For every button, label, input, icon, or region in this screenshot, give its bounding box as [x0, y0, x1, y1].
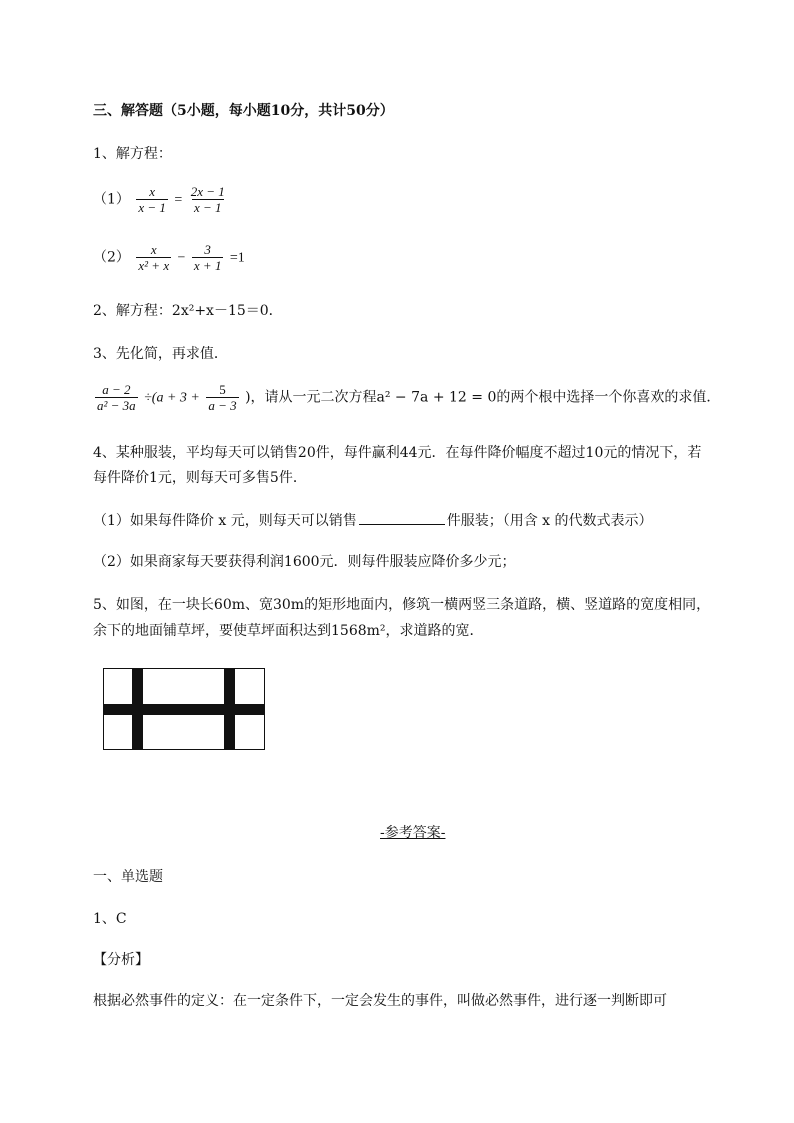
q1-part2-fraction-b — [192, 242, 224, 273]
fraction-numerator: 3 — [204, 242, 211, 257]
q1-part1-lhs-fraction — [136, 184, 168, 215]
fraction-numerator: 5 — [219, 382, 226, 397]
fraction-numerator: 2x − 1 — [190, 184, 225, 199]
q4-sub1-before: （1）如果每件降价 x 元，则每天可以销售 — [93, 513, 357, 529]
fraction-denominator: a² − 3a — [97, 398, 136, 413]
horizontal-road — [103, 704, 265, 715]
equals-sign: = — [174, 192, 183, 208]
fraction-denominator: a − 3 — [208, 398, 237, 413]
fraction-denominator: x² + x — [138, 258, 170, 273]
equals-one: =1 — [229, 250, 245, 266]
q3-expression — [93, 382, 720, 413]
fraction-numerator: a − 2 — [102, 382, 131, 397]
q3-fraction-1 — [95, 382, 138, 413]
q1-part1 — [93, 184, 229, 215]
q3-fraction-2 — [206, 382, 238, 413]
fraction-numerator: x — [150, 242, 157, 257]
answer-key-title: -参考答案- — [380, 825, 446, 841]
q4-sub1-after: 件服装；（用含 x 的代数式表示） — [446, 513, 653, 529]
q4-sub2: （2）如果商家每天要获得利润1600元．则每件服装应降价多少元； — [93, 554, 516, 570]
fraction-numerator: x — [149, 184, 156, 199]
q1-part2-prefix: （2） — [93, 249, 130, 266]
q4-line2: 每件降价1元，则每天可多售5件． — [93, 470, 307, 486]
minus-sign: − — [177, 250, 186, 266]
q1-part2-fraction-a — [136, 242, 171, 273]
analysis-label: 【分析】 — [93, 952, 149, 968]
q3-label: 3、先化简，再求值． — [93, 346, 228, 362]
q4-sub1 — [93, 510, 653, 530]
fraction-denominator: x − 1 — [193, 200, 222, 215]
q5-line2: 余下的地面铺草坪，要使草坪面积达到1568m²，求道路的宽． — [93, 623, 484, 639]
answer-part1: 一、单选题 — [93, 869, 163, 885]
q1-part1-rhs-fraction — [189, 184, 227, 215]
answer-item1: 1、C — [93, 911, 127, 927]
road-diagram — [103, 668, 266, 752]
fraction-denominator: x − 1 — [138, 200, 166, 215]
q4-line1: 4、某种服装，平均每天可以销售20件，每件赢利44元．在每件降价幅度不超过10元的情况下，若 — [93, 445, 702, 461]
q3-division-part: ÷(a + 3 + — [144, 390, 200, 406]
q1-part2 — [93, 242, 245, 273]
analysis-text: 根据必然事件的定义：在一定条件下，一定会发生的事件，叫做必然事件，进行逐一判断即可 — [93, 993, 667, 1009]
q1-part1-prefix: （1） — [93, 191, 130, 208]
q3-instruction: )，请从一元二次方程a² − 7a + 12 = 0的两个根中选择一个你喜欢的求值． — [245, 389, 721, 406]
answer-blank — [359, 510, 445, 525]
q1-label: 1、解方程： — [93, 146, 172, 162]
fraction-denominator: x + 1 — [193, 258, 222, 273]
q2-text: 2、解方程：2x²+x－15＝0． — [93, 303, 283, 319]
q5-line1: 5、如图，在一块长60m、宽30m的矩形地面内，修筑一横两竖三条道路，横、竖道路的宽度相同， — [93, 597, 711, 613]
section-heading: 三、解答题（5小题，每小题10分，共计50分） — [93, 103, 394, 119]
